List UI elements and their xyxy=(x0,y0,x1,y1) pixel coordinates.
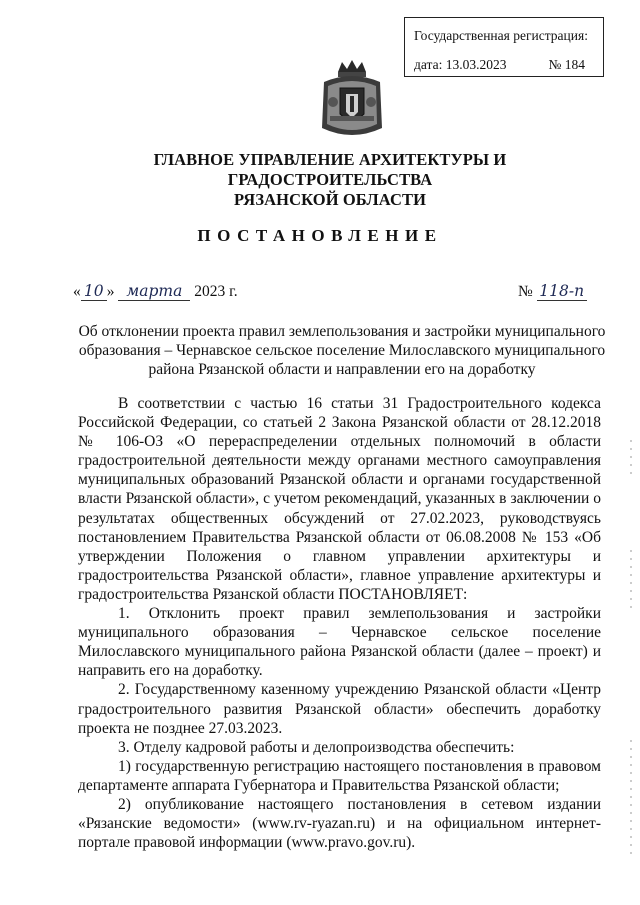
preamble-paragraph: В соответствии с частью 16 статьи 31 Градостроительного кодекса Российской Федерации, со статьей 2 Закона Рязанской области от 28.12.2018 № 106-ОЗ «О перераспределении отдельных полномочий в области градостроительной деятельности между органами местного самоуправления муниципальных образований Рязанской области и органами государственной власти Рязанской области», с учетом рекомендаций, указанных в заключении о результатах общественных обсуждений от 27.02.2023, руководствуясь постановлением Правительства Рязанской области от 06.08.2008 № 153 «Об утверждении Положения о главном управлении архитектуры и градостроительства Рязанской области», главное управление архитектуры и градостроительства Рязанской области ПОСТАНОВЛЯЕТ: xyxy=(78,395,601,603)
registration-stamp xyxy=(404,17,604,77)
date-day-handwritten: 10 xyxy=(81,282,107,301)
scan-edge-marks xyxy=(628,440,634,860)
date-month-handwritten: марта xyxy=(118,282,190,301)
stamp-title: Государственная регистрация: xyxy=(414,28,588,43)
date-year: 2023 г. xyxy=(194,283,238,300)
organization-line-2: РЯЗАНСКОЙ ОБЛАСТИ xyxy=(233,190,427,209)
document-number xyxy=(518,282,587,301)
stamp-number: № 184 xyxy=(548,57,585,72)
document-subject: Об отклонении проекта правил землепользования и застройки муниципального образования – Чернавское сельское поселение Милославского муниципального района Рязанской области и направлении его на доработку xyxy=(78,323,606,378)
document-date xyxy=(73,282,238,301)
date-close-quote: » xyxy=(106,283,115,300)
item-2-paragraph: 2. Государственному казенному учреждению Рязанской области «Центр градостроительного развития Рязанской области» обеспечить доработку проекта не позднее 27.03.2023. xyxy=(78,681,601,737)
document-type: ПОСТАНОВЛЕНИЕ xyxy=(197,226,443,245)
coat-of-arms-icon xyxy=(316,58,388,142)
item-3-2-paragraph: 2) опубликование настоящего постановления в сетевом издании «Рязанские ведомости» (www.rv-ryazan.ru) и на официальном интернет-портале правовой информации (www.pravo.gov.ru). xyxy=(78,795,601,852)
date-open-quote: « xyxy=(73,283,81,300)
number-handwritten: 118-п xyxy=(537,282,587,301)
organization-name xyxy=(70,150,590,210)
organization-line-1: ГЛАВНОЕ УПРАВЛЕНИЕ АРХИТЕКТУРЫ И ГРАДОСТРОИТЕЛЬСТВА xyxy=(153,150,507,189)
item-3-1-paragraph: 1) государственную регистрацию настоящего постановления в правовом департаменте аппарата Губернатора и Правительства Рязанской области; xyxy=(78,757,601,794)
item-3-paragraph: 3. Отделу кадровой работы и делопроизводства обеспечить: xyxy=(118,738,515,756)
number-prefix: № xyxy=(518,283,533,300)
item-1-paragraph: 1. Отклонить проект правил землепользования и застройки муниципального образования – Чернавское сельское поселение Милославского муниципального района Рязанской области (далее – проект) и направить его на доработку. xyxy=(78,605,601,680)
stamp-date: дата: 13.03.2023 xyxy=(414,57,507,72)
document-body xyxy=(78,394,601,852)
stamp-details xyxy=(414,56,597,74)
